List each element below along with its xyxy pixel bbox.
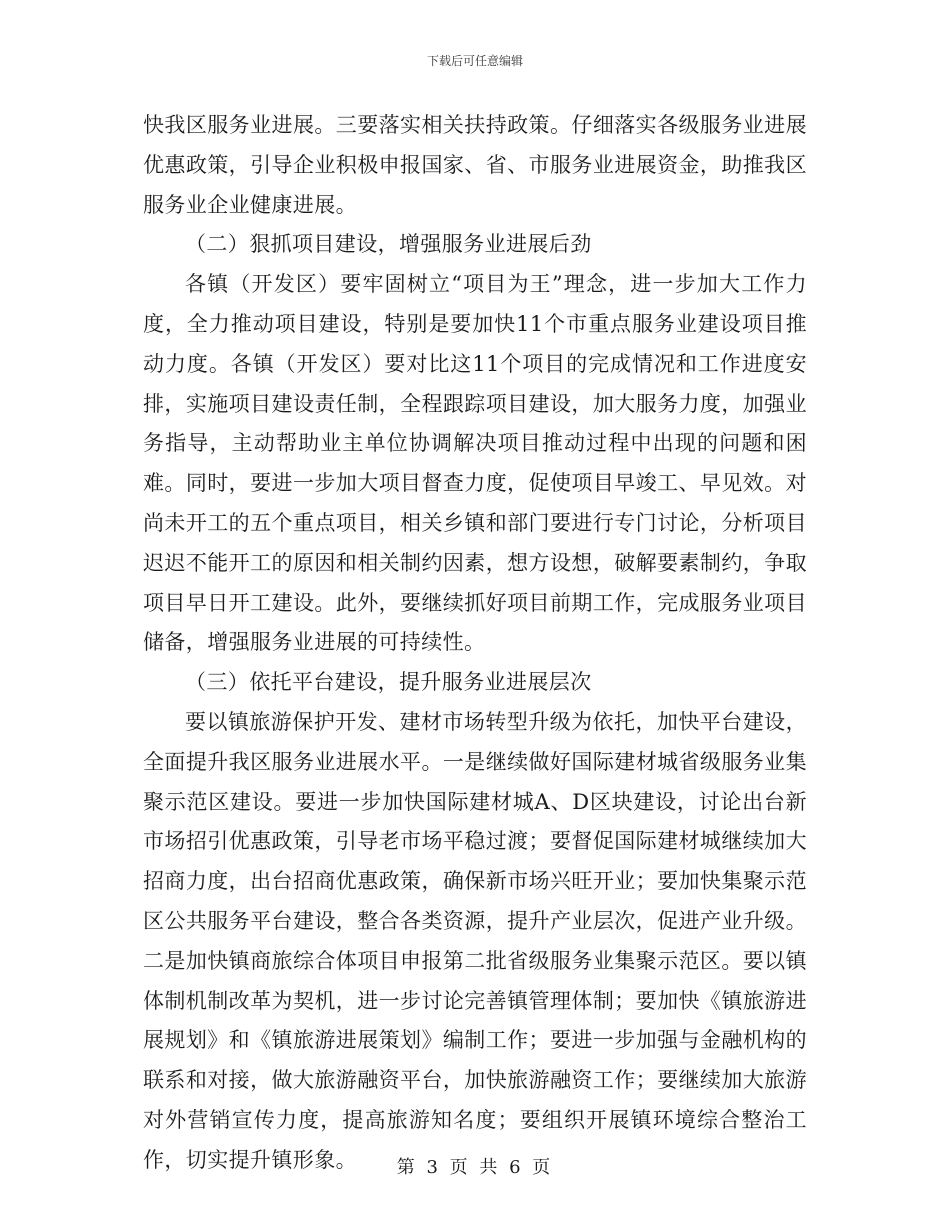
section-heading-2: （二）狠抓项目建设，增强服务业进展后劲 xyxy=(185,232,592,257)
document-body xyxy=(143,106,807,1181)
section-heading-3: （三）依托平台建设，提升服务业进展层次 xyxy=(185,670,592,695)
page-number-footer: 第 3 页 共 6 页 xyxy=(396,1157,554,1178)
paragraph-platform-construction: 要以镇旅游保护开发、建材市场转型升级为依托，加快平台建设，全面提升我区服务业进展水平。一是继续做好国际建材城省级服务业集聚示范区建设。要进一步加快国际建材城A、D区块建设，讨论出台新市场招引优惠政策，引导老市场平稳过渡；要督促国际建材城继续加大招商力度，出台招商优惠政策，确保新市场兴旺开业；要加快集聚示范区公共服务平台建设，整合各类资源，提升产业层次，促进产业升级。二是加快镇商旅综合体项目申报第二批省级服务业集聚示范区。要以镇体制机制改革为契机，进一步讨论完善镇管理体制；要加快《镇旅游进展规划》和《镇旅游进展策划》编制工作；要进一步加强与金融机构的联系和对接，做大旅游融资平台，加快旅游融资工作；要继续加大旅游对外营销宣传力度，提高旅游知名度；要组织开展镇环境综合整治工作，切实提升镇形象。 xyxy=(143,709,807,1172)
page-header: 下载后可任意编辑 xyxy=(426,54,523,68)
paragraph-project-construction: 各镇（开发区）要牢固树立“项目为王”理念，进一步加大工作力度，全力推动项目建设，特别是要加快11个市重点服务业建设项目推动力度。各镇（开发区）要对比这11个项目的完成情况和工作进度安排，实施项目建设责任制，全程跟踪项目建设，加大服务力度，加强业务指导，主动帮助业主单位协调解决项目推动过程中出现的问题和困难。同时，要进一步加大项目督查力度，促使项目早竣工、早见效。对尚未开工的五个重点项目，相关乡镇和部门要进行专门讨论，分析项目迟迟不能开工的原因和相关制约因素，想方设想，破解要素制约，争取项目早日开工建设。此外，要继续抓好项目前期工作，完成服务业项目储备，增强服务业进展的可持续性。 xyxy=(143,272,807,655)
paragraph-continuation: 快我区服务业进展。三要落实相关扶持政策。仔细落实各级服务业进展优惠政策，引导企业积极申报国家、省、市服务业进展资金，助推我区服务业企业健康进展。 xyxy=(143,113,807,217)
